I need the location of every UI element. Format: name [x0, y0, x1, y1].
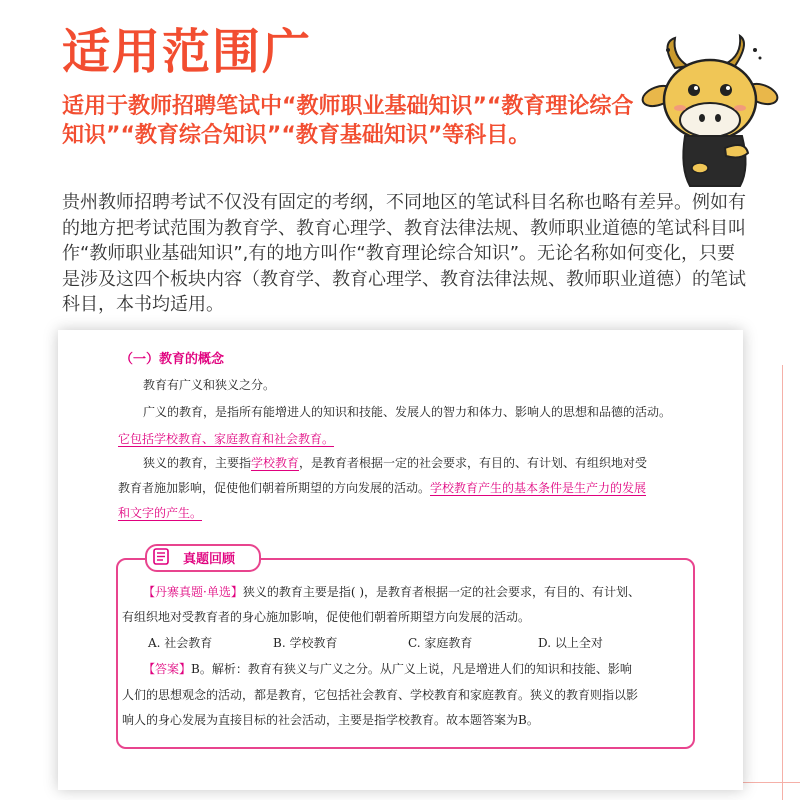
option-a: A. 社会教育	[148, 636, 213, 650]
cow-mascot-icon	[630, 28, 790, 188]
book-edge-line	[782, 365, 783, 800]
page-title: 适用范围广	[62, 24, 313, 80]
text-span: B。解析：教育有狭义与广义之分。从广义上说，凡是增进人们的知识和技能、影响	[191, 662, 632, 676]
text-span: 狭义的教育，主要指	[143, 456, 252, 470]
answer-tag: 【答案】	[143, 662, 192, 676]
option-d: D. 以上全对	[538, 636, 603, 650]
book-paragraph: 广义的教育，是指所有能增进人的知识和技能、发展人的智力和体力、影响人的思想和品德的活动。	[143, 405, 672, 419]
question-line: 有组织地对受教育者的身心施加影响，促使他们朝着所期望方向发展的活动。	[122, 610, 531, 624]
answer-line: 人们的思想观念的活动，都是教育，它包括社会教育、学校教育和家庭教育。狭义的教育则指以影	[122, 688, 639, 702]
section-title: （一）教育的概念	[120, 352, 225, 367]
book-paragraph	[118, 481, 646, 495]
option-b: B. 学校教育	[273, 636, 338, 650]
text-span: 狭义的教育主要是指( )，是教育者根据一定的社会要求，有目的、有计划、	[242, 585, 641, 599]
text-span: 教育者施加影响，促使他们朝着所期望的方向发展的活动。	[118, 481, 431, 495]
highlight-text: 它包括学校教育、家庭教育和社会教育。	[118, 432, 335, 446]
book-highlight	[118, 506, 202, 520]
highlight-text: 和文字的产生。	[118, 506, 203, 520]
answer-line: 响人的身心发展为直接目标的社会活动，主要是指学校教育。故本题答案为B。	[122, 713, 539, 727]
text-span: ，是教育者根据一定的社会要求，有目的、有计划、有组织地对受	[299, 456, 648, 470]
option-c: C. 家庭教育	[408, 636, 473, 650]
description: 贵州教师招聘考试不仅没有固定的考纲，不同地区的笔试科目名称也略有差异。例如有的地方把考试范围为教育学、教育心理学、教育法律法规、教师职业道德的笔试科目叫作“教师职业基础知识”,有的地方叫作“教育理论综合知识”。无论名称如何变化，只要是涉及这四个板块内容（教育学、教育心理学、教育法律法规、教师职业道德）的笔试科目，本书均适用。	[62, 192, 746, 315]
book-highlight	[118, 432, 334, 446]
highlight-text: 学校教育	[251, 456, 300, 470]
review-label: 真题回顾	[183, 552, 236, 567]
book-paragraph: 教育有广义和狭义之分。	[143, 378, 276, 392]
answer-line	[143, 662, 632, 676]
question-line	[143, 585, 640, 599]
subtitle: 适用于教师招聘笔试中“教师职业基础知识”“教育理论综合知识”“教育综合知识”“教育基础知识”等科目。	[62, 94, 634, 148]
highlight-text: 学校教育产生的基本条件是生产力的发展	[430, 481, 647, 495]
question-tag: 【丹寨真题·单选】	[143, 585, 243, 599]
book-icon	[152, 548, 170, 565]
book-paragraph	[143, 456, 647, 470]
